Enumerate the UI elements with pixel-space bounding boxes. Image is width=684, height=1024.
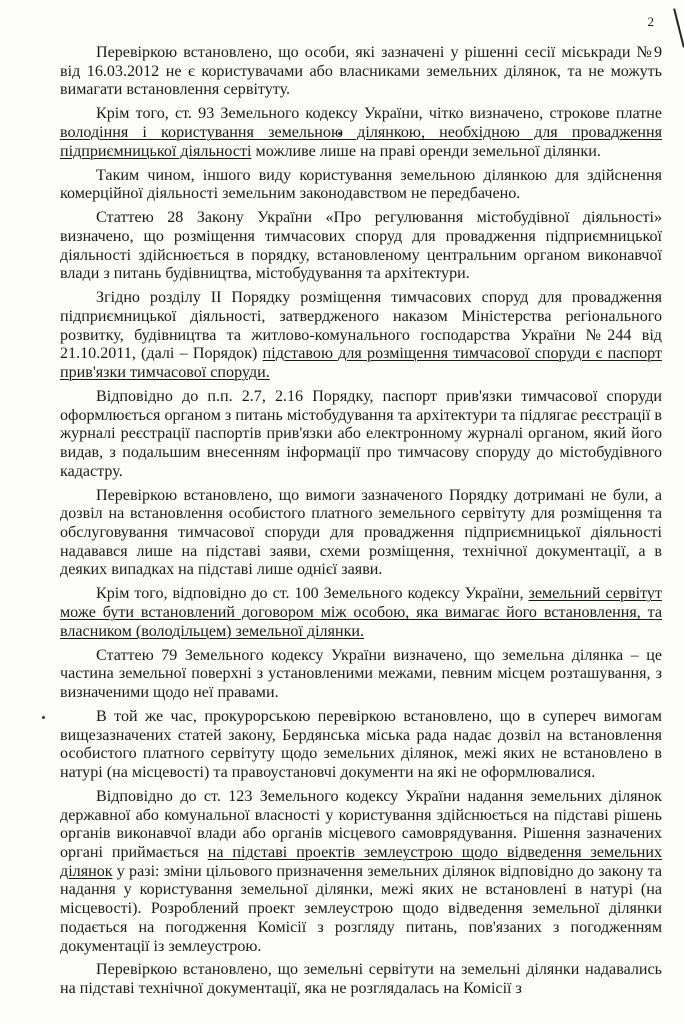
underlined-text: земельний сервітут може бути встановлений договором між особою, яка вимагає його встановлення, та власником (володільцем) земельної ділянки. [60, 585, 662, 640]
paragraph [60, 708, 662, 783]
paragraph [60, 167, 662, 204]
paragraph [60, 289, 662, 383]
scan-artifact-mark [673, 8, 684, 47]
paragraph-text: В той же час, прокурорською перевіркою встановлено, що в супереч вимогам вищезазначених статей закону, Бердянська міська рада надає дозвіл на встановлення особистого платного сервітуту щодо земельних ділянок, межі яких не встановлено в натурі (на місцевості) та правоустановчі документи на які не оформлювалися. [60, 707, 662, 781]
underlined-text: на підставі проектів землеустрою щодо відведення земельних ділянок [60, 844, 662, 880]
paragraph-text: Згідно розділу II Порядку розміщення тимчасових споруд для провадження підприємницької діяльності, затвердженого наказом Міністерства регіонального розвитку, будівництва та житлово-комунального господарства України №244 від 21.10.2011, (далі – Порядок) [60, 289, 662, 363]
paragraph-text: Крім того, ст. 93 Земельного кодексу України, чітко визначено, строкове платне [96, 105, 662, 123]
paragraph-text: Перевіркою встановлено, що земельні сервітути на земельні ділянки надавались на підставі технічної документації, яка не розглядалась на Комісії з [60, 961, 662, 998]
paragraph [60, 585, 662, 641]
paragraph-text: Таким чином, іншого виду користування земельною ділянкою для здійснення комерційної діяльності земельним законодавством не передбачено. [60, 166, 662, 203]
paragraph [60, 487, 662, 581]
underlined-text: володіння і користування земельною ділянкою, необхідною для провадження підприємницької діяльності [60, 124, 662, 160]
document-body [60, 44, 662, 999]
paragraph-text: у разі: зміни цільового призначення земельних ділянок відповідно до закону та надання у користування земельної ділянки, межі яких не встановлені в натурі (на місцевості). Розроблений проект землеустрою щодо відведення земельної ділянки подається на погодження Комісії з розгляду питань, пов'язаних з погодженням документації із землеустрою. [60, 862, 662, 955]
paragraph-text: Крім того, відповідно до ст. 100 Земельного кодексу України, [96, 585, 529, 603]
paragraph-text: можливе лише на праві оренди земельної ділянки. [251, 142, 601, 160]
paragraph [60, 788, 662, 956]
paragraph [60, 647, 662, 703]
paragraph [60, 105, 662, 161]
paragraph-text: Відповідно до п.п. 2.7, 2.16 Порядку, паспорт прив'язки тимчасової споруди оформлюється органом з питань містобудування та архітектури та підлягає реєстрації в журналі реєстрації паспортів прив'язки або електронному журналі органом, який його видав, з подальшим внесенням інформації про тимчасову споруду до містобудівного кадастру. [60, 387, 662, 480]
paragraph [60, 961, 662, 998]
underlined-text: підставою для розміщення тимчасової споруди є паспорт прив'язки тимчасової споруди. [60, 345, 662, 381]
paragraph [60, 388, 662, 482]
paragraph-text: Відповідно до ст. 123 Земельного кодексу України надання земельних ділянок державної або комунальної власності у користування здійснюється на підставі рішень органів виконавчої влади або органів місцевого самоврядування. Рішення зазначених органі приймається [60, 787, 662, 861]
paragraph [60, 44, 662, 100]
paragraph-text: Перевіркою встановлено, що особи, які зазначені у рішенні сесії міськради №9 від 16.03.2012 не є користувачами або власниками земельних ділянок, та не можуть вимагати встановлення сервітуту. [60, 44, 662, 99]
page-number: 2 [647, 14, 654, 29]
paragraph-text: Перевіркою встановлено, що вимоги зазначеного Порядку дотримані не були, а дозвіл на встановлення особистого платного земельного сервітуту для розміщення та обслуговування тимчасової споруди для провадження підприємницької діяльності надавався лише на підставі заяви, схеми розміщення, технічної документації, а в деяких випадках на підставі лише однієї заяви. [60, 486, 662, 579]
paragraph-text: Статтею 28 Закону України «Про регулювання містобудівної діяльності» визначено, що розміщення тимчасових споруд для провадження підприємницької діяльності здійснюється в порядку, встановленому центральним органом виконавчої влади з питань будівництва, містобудування та архітектури. [60, 209, 662, 283]
paragraph [60, 209, 662, 284]
scan-artifact-dot [42, 716, 45, 719]
paragraph-text: Статтею 79 Земельного кодексу України визначено, що земельна ділянка – це частина земельної поверхні з установленими межами, певним місцем розташування, з визначеними щодо неї правами. [60, 646, 662, 701]
